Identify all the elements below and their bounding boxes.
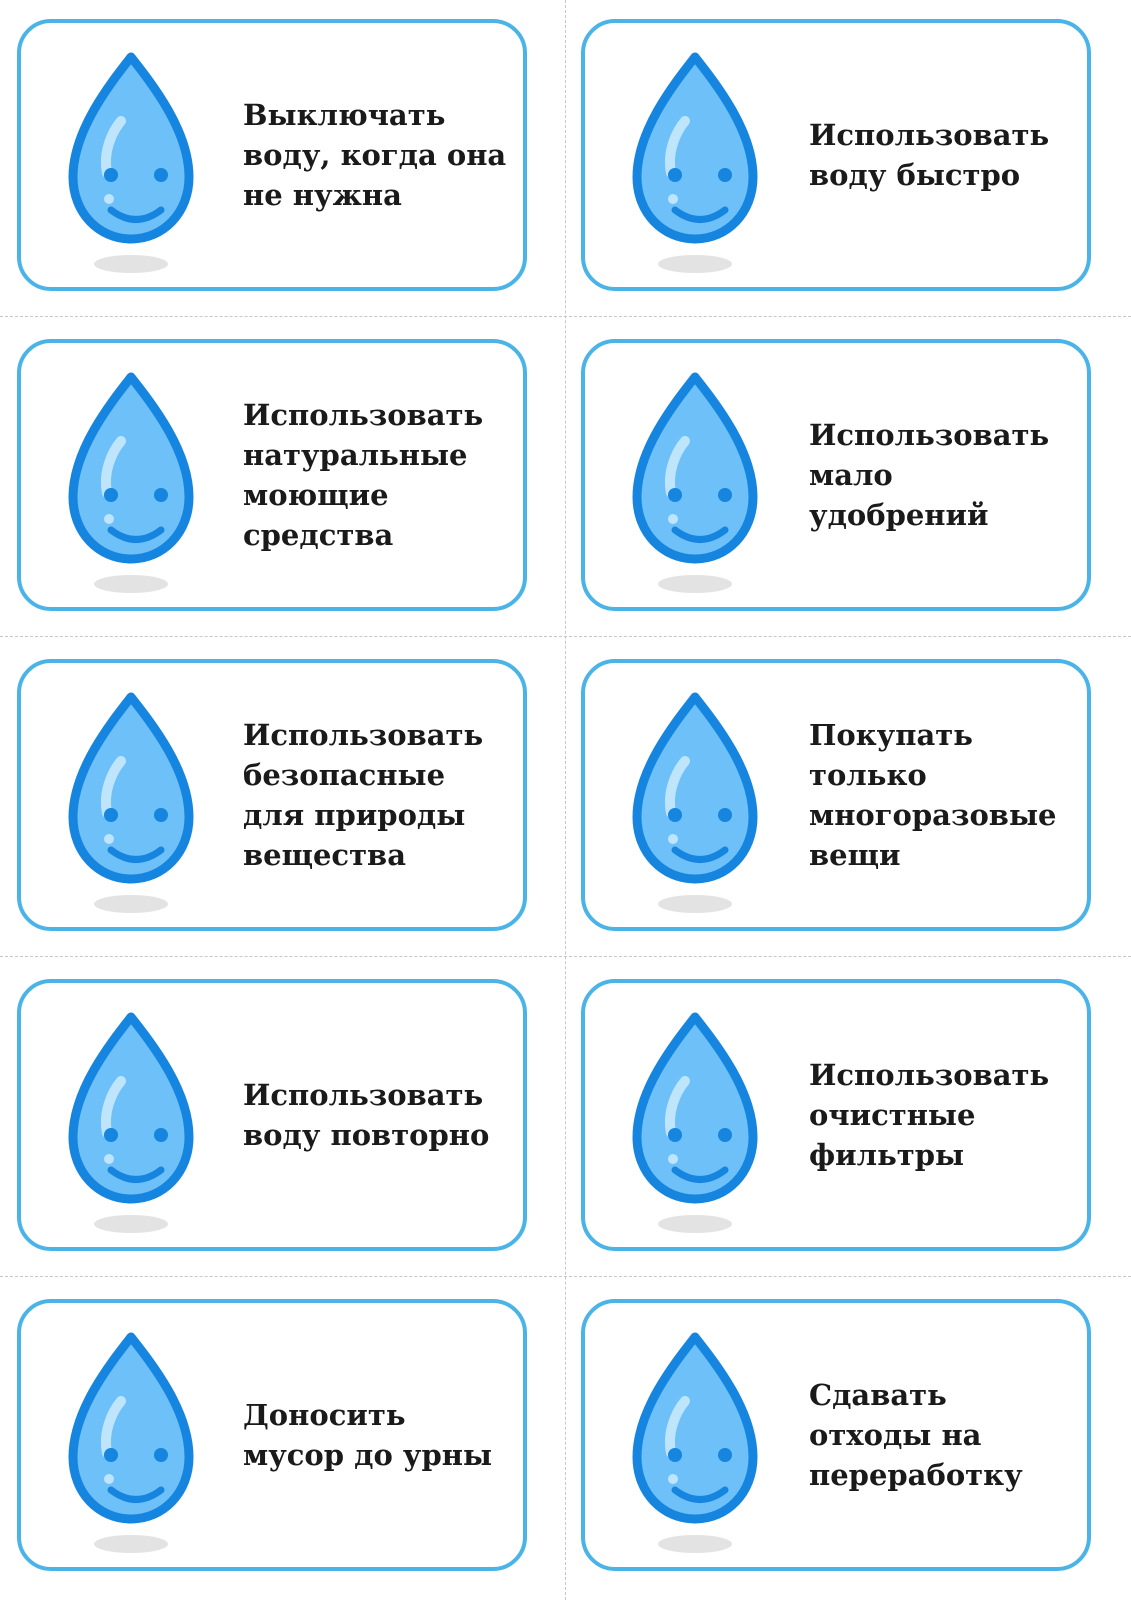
card-text: Использовать воду быстро [809, 118, 1050, 192]
card-2 [581, 19, 1091, 291]
card-text: Использовать мало удобрений [809, 418, 1050, 532]
vertical-cut-line [565, 0, 566, 1600]
water-drop-icon [67, 689, 203, 919]
water-drop-icon [67, 1009, 203, 1239]
card-text: Выключать воду, когда она не нужна [243, 98, 507, 212]
card-text: Использовать безопасные для природы вещества [243, 718, 484, 872]
card-4 [581, 339, 1091, 611]
card-3 [17, 339, 527, 611]
water-drop-icon [67, 1329, 203, 1559]
water-drop-icon [631, 1329, 767, 1559]
water-drop-icon [631, 49, 767, 279]
card-text: Сдавать отходы на переработку [809, 1378, 1023, 1492]
card-7 [17, 979, 527, 1251]
water-drop-icon [631, 1009, 767, 1239]
horizontal-cut-line [0, 1276, 1131, 1277]
card-6 [581, 659, 1091, 931]
card-1 [17, 19, 527, 291]
water-drop-icon [67, 49, 203, 279]
water-drop-icon [631, 689, 767, 919]
card-8 [581, 979, 1091, 1251]
card-text: Использовать очистные фильтры [809, 1058, 1050, 1172]
card-9 [17, 1299, 527, 1571]
card-5 [17, 659, 527, 931]
horizontal-cut-line [0, 316, 1131, 317]
card-text: Использовать натуральные моющие средства [243, 398, 484, 552]
card-text: Покупать только многоразовые вещи [809, 718, 1057, 872]
card-text: Доносить мусор до урны [243, 1398, 493, 1472]
horizontal-cut-line [0, 636, 1131, 637]
horizontal-cut-line [0, 956, 1131, 957]
card-10 [581, 1299, 1091, 1571]
water-drop-icon [631, 369, 767, 599]
card-text: Использовать воду повторно [243, 1078, 490, 1152]
water-drop-icon [67, 369, 203, 599]
